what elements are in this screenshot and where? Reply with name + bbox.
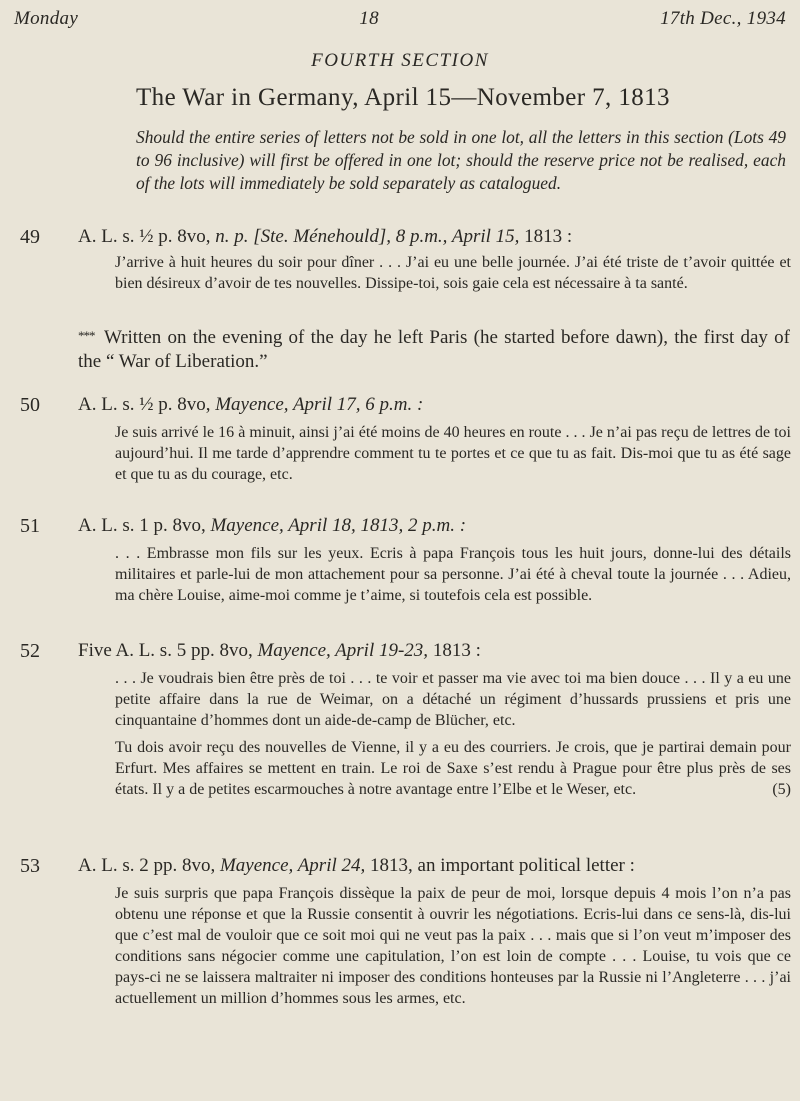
lot-heading-tail: 1813, an important political letter : [370, 855, 635, 876]
lot-body [115, 883, 791, 1009]
lot-heading-description: A. L. s. 2 pp. 8vo, [78, 855, 220, 876]
lot-heading [78, 394, 790, 416]
lot-number: 50 [20, 394, 40, 416]
lot-number: 49 [20, 226, 40, 248]
lot-number: 53 [20, 855, 40, 877]
lot-body [115, 668, 791, 800]
lot-note [78, 324, 790, 374]
lot-body-paragraph: J’arrive à huit heures du soir pour dîner . . . J’ai eu une belle journée. J’ai été triste de t’avoir quittée et bien désireux d’avoir de tes nouvelles. Dissipe-toi, sois gaie cela est nécessaire à ta santé. [115, 254, 791, 292]
running-head-date: 17th Dec., 1934 [660, 8, 786, 29]
page-title: The War in Germany, April 15—November 7, 1813 [136, 84, 670, 111]
lot-heading-place-date: Mayence, April 18, 1813, 2 p.m. : [210, 515, 467, 536]
lot-number: 52 [20, 640, 40, 662]
lot-heading-place-date: Mayence, April 17, 6 p.m. : [215, 394, 424, 415]
intro-paragraph: Should the entire series of letters not be sold in one lot, all the letters in this section (Lots 49 to 96 inclusive) will first be offered in one lot; should the reserve price not be realised, each of the lots will immediately be sold separately as catalogued. [136, 127, 786, 193]
lot-heading [78, 855, 790, 877]
lot-heading-description: Five A. L. s. 5 pp. 8vo, [78, 640, 258, 661]
lot-item-count: (5) [772, 781, 791, 798]
section-heading: FOURTH SECTION [311, 50, 489, 71]
lot-heading-description: A. L. s. ½ p. 8vo, [78, 394, 216, 415]
lot-body-paragraph: . . . Embrasse mon fils sur les yeux. Ecris à papa François tous les huit jours, donne-lui des détails militaires et parle-lui de mon attachement pour sa personne. J’ai été à cheval toute la journée . . . Adieu, ma chère Louise, aime-moi comme je t’aime, si toutefois cela est possible. [115, 545, 791, 604]
lot-heading [78, 640, 790, 662]
lot-heading-tail: 1813 : [432, 640, 481, 661]
lot-heading-description: A. L. s. ½ p. 8vo, [78, 226, 216, 247]
asterism-icon: *** [78, 328, 95, 343]
lot-heading [78, 515, 790, 537]
lot-body-paragraph: Je suis arrivé le 16 à minuit, ainsi j’ai été moins de 40 heures en route . . . Je n’ai pas reçu de lettres de toi aujourd’hui. Il me tarde d’apprendre comment tu te portes et ce que tu as fait. Dis-moi que tu as été sage et que tu as du courage, etc. [115, 424, 791, 483]
lot-body-paragraph: . . . Je voudrais bien être près de toi . . . te voir et passer ma vie avec toi ma bien douce . . . Il y a eu une petite affaire dans la rue de Weimar, on a détaché un régiment d’hussards prussiens et pris une cinquantaine d’hommes dont un aide-de-camp de Blücher, etc. [115, 670, 791, 729]
running-head [14, 8, 786, 30]
lot-body [115, 543, 791, 606]
lot-body [115, 422, 791, 485]
lot-heading-place-date: Mayence, April 19-23, [257, 640, 433, 661]
lot-note-text: Written on the evening of the day he left Paris (he started before dawn), the first day of the “ War of Liberation.” [78, 327, 790, 372]
lot-heading [78, 226, 790, 248]
lot-heading-place-date: Mayence, April 24, [219, 855, 371, 876]
lot-number: 51 [20, 515, 40, 537]
running-head-day: Monday [14, 8, 79, 29]
lot-heading-description: A. L. s. 1 p. 8vo, [78, 515, 211, 536]
lot-heading-place-date: n. p. [Ste. Ménehould], 8 p.m., April 15, [215, 226, 525, 247]
running-head-page-number: 18 [359, 8, 379, 29]
lot-body [115, 252, 791, 294]
lot-body-paragraph [115, 737, 791, 800]
lot-heading-tail: 1813 : [524, 226, 573, 247]
lot-body-paragraph: Je suis surpris que papa François dissèque la paix de peur de moi, lorsque depuis 4 mois l’on n’a pas obtenu une réponse et que la Russie consentit à ouvrir les négotiations. Ecris-lui dans ce sens-là, dis-lui que c’est mal de vouloir que ce soit moi qui ne veut pas la paix . . . mais que si l’on veut m’imposer des conditions sans négocier comme une capitulation, l’on est loin de compte . . . Louise, tu vois que ce pays-ci ne se laissera maltraiter ni imposer des conditions honteuses par la Russie ni l’Angleterre . . . j’ai actuellement un million d’hommes sous les armes, etc. [115, 885, 791, 1007]
lot-body-text: Tu dois avoir reçu des nouvelles de Vienne, il y a eu des courriers. Je crois, que je partirai demain pour Erfurt. Mes affaires se mettent en train. Le roi de Saxe s’est rendu à Prague pour être plus près de ses états. Il y a de petites escarmouches à notre avantage entre l’Elbe et le Weser, etc. [115, 739, 791, 798]
